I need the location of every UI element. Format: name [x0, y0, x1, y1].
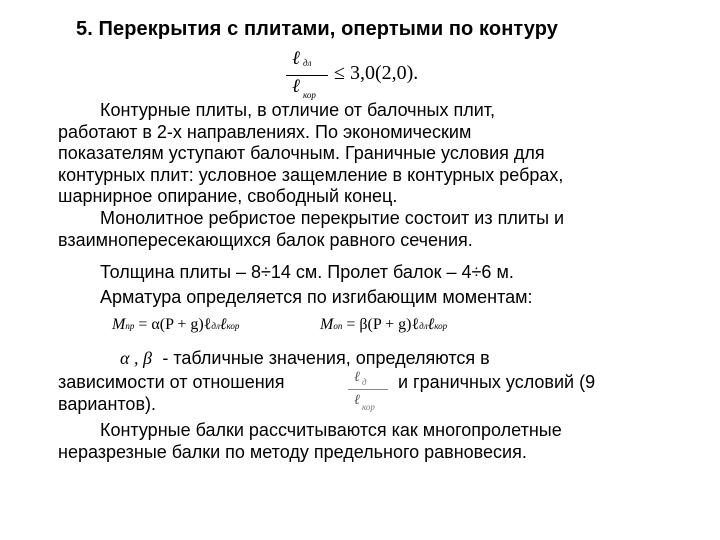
- text-line: работают в 2-х направлениях. По экономическим: [58, 121, 472, 142]
- text-line: Толщина плиты – 8÷14 см. Пролет балок – 4÷6 м.: [100, 262, 514, 282]
- dependency-line-end: [398, 372, 595, 394]
- coefficient-text: - табличные значения, определяются в: [162, 348, 490, 368]
- formula-relation: ≤ 3,0(2,0).: [334, 62, 419, 84]
- formula-denominator-sub: кор: [303, 90, 316, 100]
- paragraph-contour-beams: [58, 420, 688, 463]
- text-line: показателям уступают балочным. Граничные условия для: [58, 143, 545, 163]
- paragraph-thickness: [58, 262, 688, 284]
- paragraph-contour-slabs: [58, 100, 688, 208]
- text-line: Контурные плиты, в отличие от балочных плит,: [100, 100, 495, 120]
- coefficient-line: [120, 348, 490, 369]
- text-line: взаимнопересекающихся балок равного сечения.: [58, 229, 473, 250]
- ratio-formula: [284, 48, 464, 104]
- text-line: шарнирное опирание, свободный конец.: [58, 186, 398, 206]
- text-line: неразрезные балки по методу предельного равновесия.: [58, 441, 527, 462]
- formula-numerator: ℓ: [292, 48, 300, 69]
- text-line: Арматура определяется по изгибающим моментам:: [100, 287, 533, 307]
- text-line: контурных плит: условное защемление в контурных ребрах,: [58, 164, 564, 185]
- dependency-text-after: и граничных условий (9: [398, 372, 596, 392]
- dependency-line: [58, 372, 285, 394]
- paragraph-monolithic: [58, 208, 688, 251]
- formula-denominator: ℓ: [292, 76, 300, 97]
- text-line: Контурные балки рассчитываются как многопролетные: [100, 420, 562, 440]
- paragraph-reinforcement: [58, 287, 688, 309]
- variants-line: [58, 394, 688, 416]
- text-line: Монолитное ребристое перекрытие состоит из плиты и: [100, 208, 565, 228]
- small-ratio-fraction: ℓ д ℓ кор: [346, 370, 392, 414]
- formula-numerator-sub: дл: [303, 58, 312, 68]
- dependency-text-before: зависимости от отношения: [58, 372, 285, 392]
- moment-formula-span: Mпр = α(P + g)ℓдлℓкор: [112, 316, 240, 333]
- moment-formula-support: Mоп = β(P + g)ℓдлℓкор: [320, 316, 448, 333]
- alpha-beta-symbols: α , β: [120, 348, 152, 368]
- page-title: 5. Перекрытия с плитами, опертыми по контуру: [76, 18, 558, 40]
- text-line: вариантов).: [58, 394, 156, 414]
